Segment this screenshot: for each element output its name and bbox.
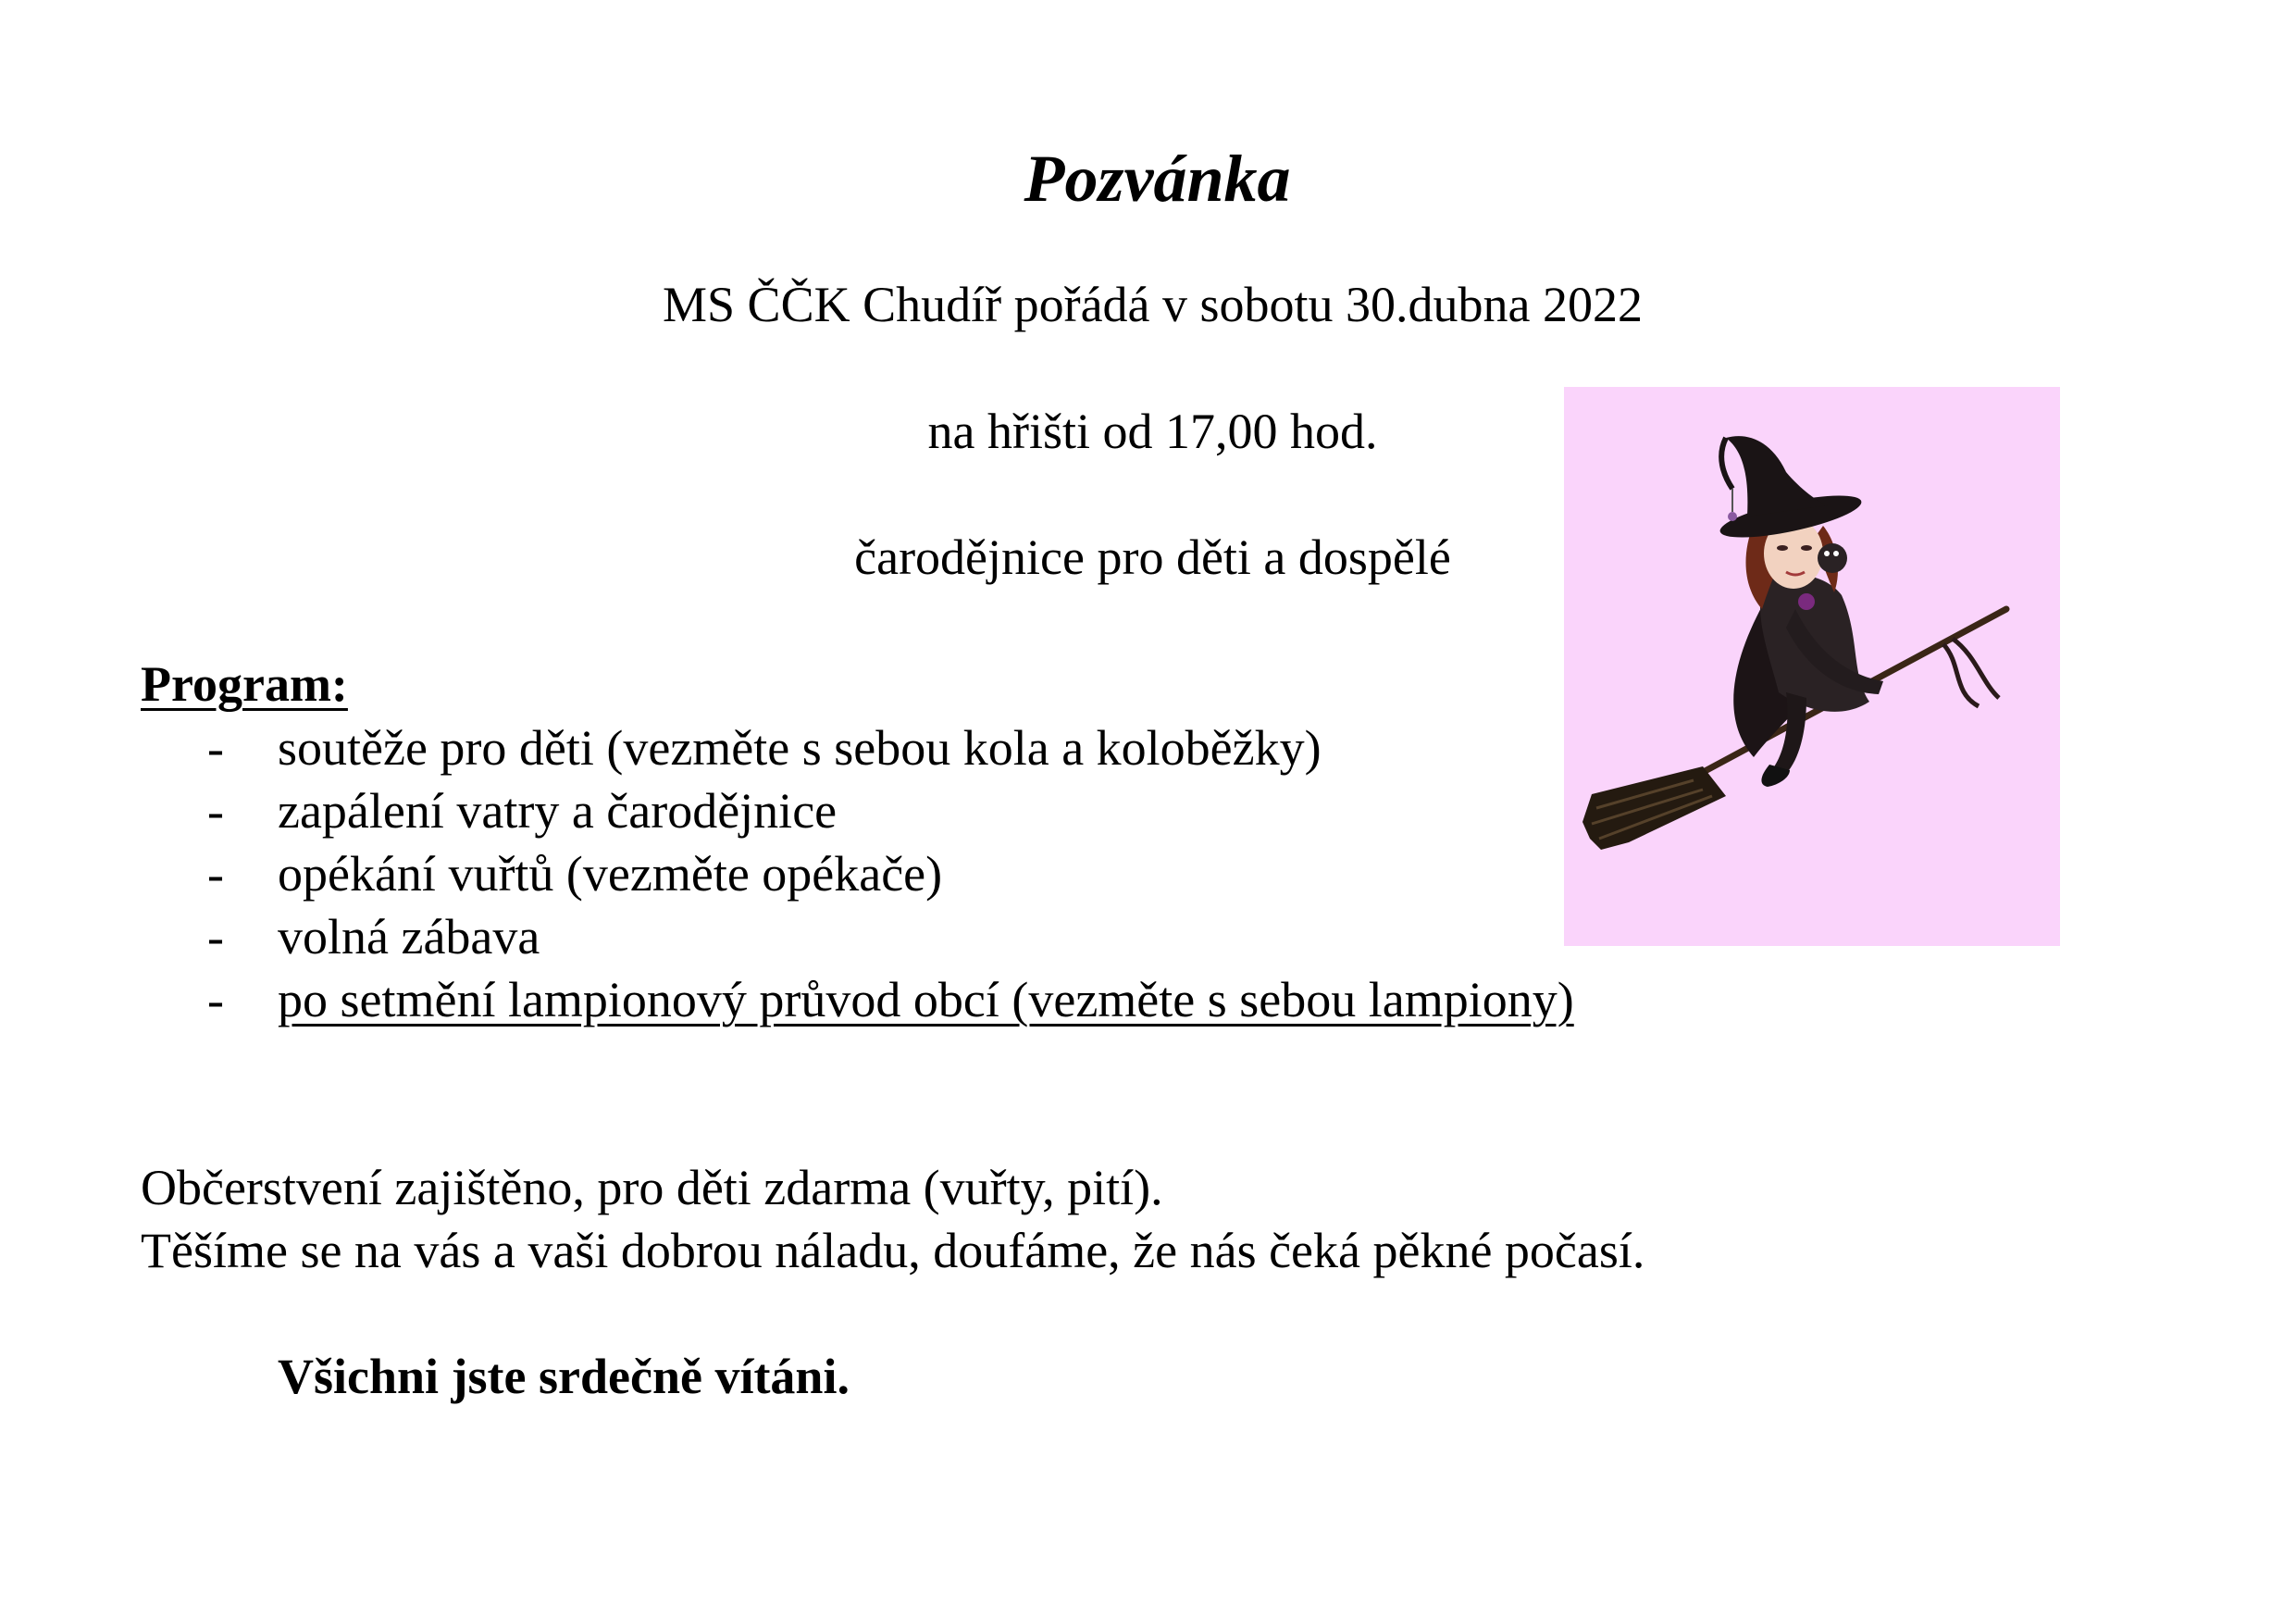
closing-welcome: Všichni jste srdečně vítáni. <box>278 1349 850 1404</box>
refreshments-note: Občerstvení zajištěno, pro děti zdarma (vuřty, pití). <box>141 1160 1163 1215</box>
program-item-text: soutěže pro děti (vezměte s sebou kola a koloběžky) <box>278 720 1322 776</box>
announcement-organizer-date: MS ČČK Chudíř pořádá v sobotu 30.dubna 2022 <box>663 277 1643 332</box>
witch-illustration <box>1564 387 2060 946</box>
greeting-note: Těšíme se na vás a vaši dobrou náladu, doufáme, že nás čeká pěkné počasí. <box>141 1223 1645 1278</box>
bullet-dash: - <box>207 846 224 902</box>
bullet-dash: - <box>207 720 224 776</box>
program-item-text: volná zábava <box>278 909 540 965</box>
program-item-text: opékání vuřtů (vezměte opékače) <box>278 846 943 902</box>
witch-on-broom-icon <box>1564 387 2060 946</box>
bullet-dash: - <box>207 909 224 965</box>
program-item-text: zapálení vatry a čarodějnice <box>278 783 838 839</box>
announcement-event: čarodějnice pro děti a dospělé <box>854 529 1451 585</box>
page-title: Pozvánka <box>1024 142 1291 216</box>
announcement-place-time: na hřišti od 17,00 hod. <box>927 404 1378 459</box>
bullet-dash: - <box>207 972 224 1027</box>
bullet-dash: - <box>207 783 224 839</box>
program-heading: Program: <box>141 656 348 712</box>
program-item-text: po setmění lampionový průvod obcí (vezměte s sebou lampiony) <box>278 972 1574 1027</box>
